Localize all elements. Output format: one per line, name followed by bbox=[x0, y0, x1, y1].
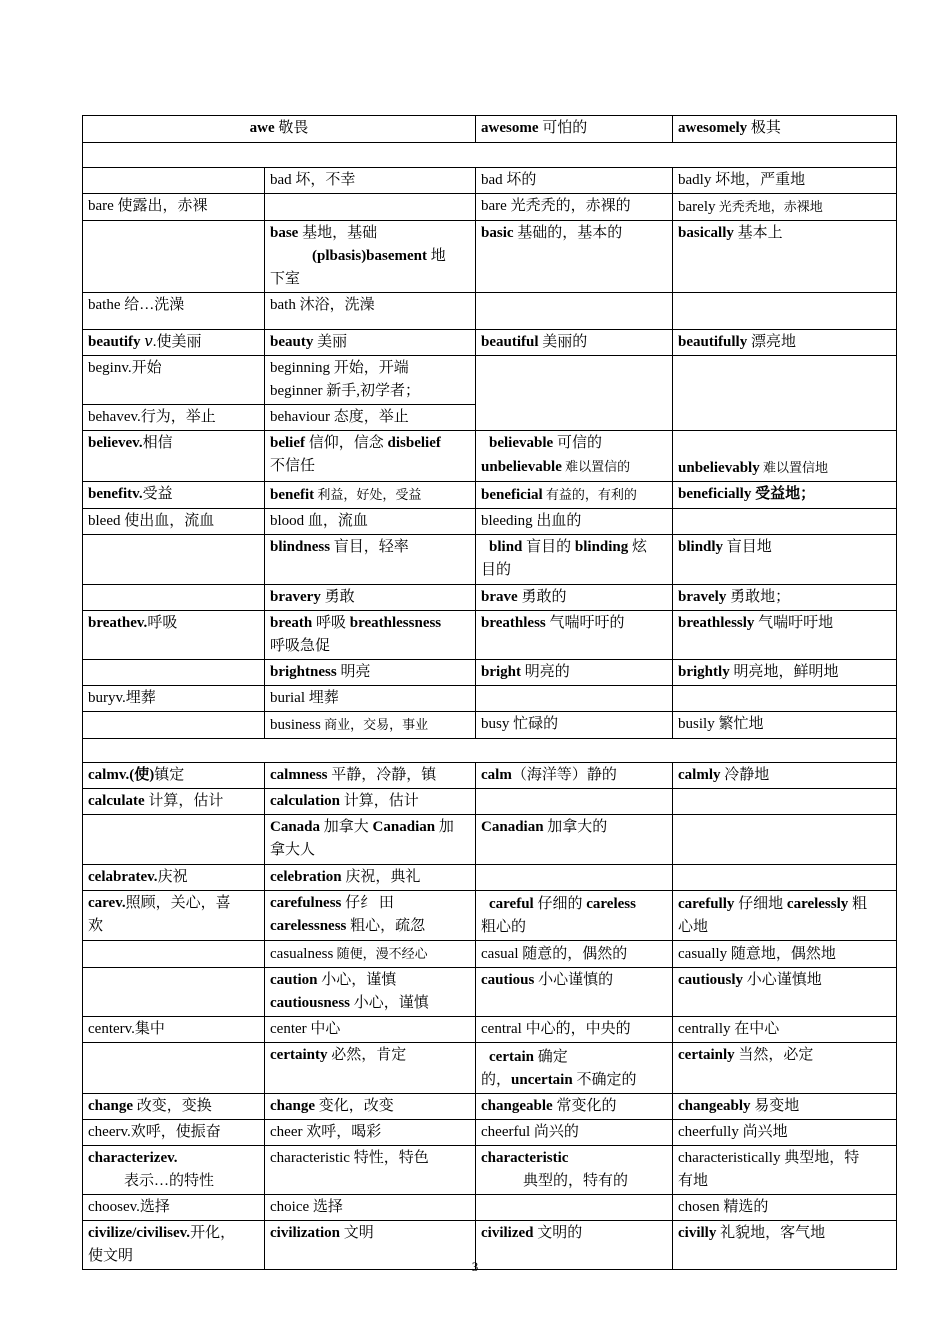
table-cell: beautify 𝑣.使美丽 bbox=[83, 330, 265, 356]
table-cell bbox=[673, 509, 897, 535]
table-cell: careful 仔细的 careless 粗心的 bbox=[476, 891, 673, 941]
table-cell: breathlessly 气喘吁吁地 bbox=[673, 611, 897, 660]
table-row bbox=[83, 763, 897, 789]
table-cell: beautifully 漂亮地 bbox=[673, 330, 897, 356]
vocabulary-table bbox=[82, 115, 897, 1270]
table-cell: buryv.埋葬 bbox=[83, 686, 265, 712]
table-cell: characteristic 特性，特色 bbox=[265, 1146, 476, 1195]
table-cell bbox=[265, 194, 476, 221]
table-row bbox=[83, 815, 897, 865]
table-cell: base 基地，基础 (plbasis)basement 地 下室 bbox=[265, 221, 476, 293]
table-cell: bare 光秃秃的，赤裸的 bbox=[476, 194, 673, 221]
table-cell: badly 坏地，严重地 bbox=[673, 168, 897, 194]
table-cell: casually 随意地，偶然地 bbox=[673, 941, 897, 968]
table-cell bbox=[83, 739, 897, 763]
table-cell: certainly 当然，必定 bbox=[673, 1043, 897, 1094]
table-row bbox=[83, 789, 897, 815]
table-cell: behaviour 态度，举止 bbox=[265, 405, 476, 431]
table-cell: barely 光秃秃地，赤裸地 bbox=[673, 194, 897, 221]
table-row bbox=[83, 712, 897, 739]
table-cell bbox=[476, 293, 673, 330]
table-cell: calculate 计算，估计 bbox=[83, 789, 265, 815]
table-cell: behavev.行为，举止 bbox=[83, 405, 265, 431]
table-cell: bad 坏，不幸 bbox=[265, 168, 476, 194]
table-cell: cautious 小心谨慎的 bbox=[476, 968, 673, 1017]
table-row bbox=[83, 482, 897, 509]
table-cell: change 变化，改变 bbox=[265, 1094, 476, 1120]
table-cell bbox=[83, 712, 265, 739]
table-cell bbox=[83, 535, 265, 585]
table-cell bbox=[83, 585, 265, 611]
table-cell bbox=[673, 865, 897, 891]
table-cell: beautiful 美丽的 bbox=[476, 330, 673, 356]
table-cell bbox=[83, 168, 265, 194]
table-cell: bravery 勇敢 bbox=[265, 585, 476, 611]
table-cell: awesome 可怕的 bbox=[476, 116, 673, 143]
table-cell: civilization 文明 bbox=[265, 1221, 476, 1270]
table-cell: basically 基本上 bbox=[673, 221, 897, 293]
table-cell: benefit 利益，好处，受益 bbox=[265, 482, 476, 509]
table-row bbox=[83, 941, 897, 968]
table-cell: chosen 精选的 bbox=[673, 1195, 897, 1221]
table-cell: brightly 明亮地，鲜明地 bbox=[673, 660, 897, 686]
table-cell: busily 繁忙地 bbox=[673, 712, 897, 739]
table-cell: bravely 勇敢地； bbox=[673, 585, 897, 611]
table-cell: civilly 礼貌地，客气地 bbox=[673, 1221, 897, 1270]
table-cell: central 中心的，中央的 bbox=[476, 1017, 673, 1043]
table-cell bbox=[673, 293, 897, 330]
table-cell: caution 小心，谨慎 cautiousness 小心，谨慎 bbox=[265, 968, 476, 1017]
page-number: 3 bbox=[471, 1259, 479, 1274]
table-cell: change 改变，变换 bbox=[83, 1094, 265, 1120]
table-cell: carefully 仔细地 carelessly 粗 心地 bbox=[673, 891, 897, 941]
table-cell: civilized 文明的 bbox=[476, 1221, 673, 1270]
table-cell: beneficial 有益的，有利的 bbox=[476, 482, 673, 509]
table-cell bbox=[673, 356, 897, 431]
table-cell: calm（海洋等）静的 bbox=[476, 763, 673, 789]
table-cell: business 商业，交易，事业 bbox=[265, 712, 476, 739]
table-cell: choice 选择 bbox=[265, 1195, 476, 1221]
table-cell: believable 可信的 unbelievable 难以置信的 bbox=[476, 431, 673, 482]
table-cell: cheerfully 尚兴地 bbox=[673, 1120, 897, 1146]
table-row bbox=[83, 535, 897, 585]
table-cell: carev.照顾，关心，喜 欢 bbox=[83, 891, 265, 941]
table-cell: centerv.集中 bbox=[83, 1017, 265, 1043]
table-cell: brave 勇敢的 bbox=[476, 585, 673, 611]
table-cell bbox=[83, 1043, 265, 1094]
table-cell: beauty 美丽 bbox=[265, 330, 476, 356]
table-row bbox=[83, 143, 897, 168]
table-cell: bleeding 出血的 bbox=[476, 509, 673, 535]
table-cell: changeable 常变化的 bbox=[476, 1094, 673, 1120]
table-cell: blood 血，流血 bbox=[265, 509, 476, 535]
table-cell bbox=[476, 686, 673, 712]
table-row bbox=[83, 1094, 897, 1120]
table-cell bbox=[83, 143, 897, 168]
table-cell: bleed 使出血，流血 bbox=[83, 509, 265, 535]
table-cell bbox=[476, 789, 673, 815]
table-cell: Canada 加拿大 Canadian 加 拿大人 bbox=[265, 815, 476, 865]
table-cell: certain 确定 的，uncertain 不确定的 bbox=[476, 1043, 673, 1094]
table-row bbox=[83, 509, 897, 535]
table-row bbox=[83, 221, 897, 293]
table-row bbox=[83, 1043, 897, 1094]
table-cell: beginv.开始 bbox=[83, 356, 265, 405]
table-cell: changeably 易变地 bbox=[673, 1094, 897, 1120]
table-row bbox=[83, 116, 897, 143]
table-cell bbox=[476, 1195, 673, 1221]
table-cell bbox=[673, 686, 897, 712]
table-cell: calmv.(使)镇定 bbox=[83, 763, 265, 789]
table-cell: awesomely 极其 bbox=[673, 116, 897, 143]
table-cell: blind 盲目的 blinding 炫 目的 bbox=[476, 535, 673, 585]
table-cell: cheerful 尚兴的 bbox=[476, 1120, 673, 1146]
table-cell: bath 沐浴，洗澡 bbox=[265, 293, 476, 330]
table-cell: bathe 给…洗澡 bbox=[83, 293, 265, 330]
table-cell: beneficially 受益地； bbox=[673, 482, 897, 509]
table-cell bbox=[83, 968, 265, 1017]
table-row bbox=[83, 194, 897, 221]
table-row bbox=[83, 968, 897, 1017]
table-row bbox=[83, 431, 897, 482]
table-cell: characteristically 典型地，特 有地 bbox=[673, 1146, 897, 1195]
table-cell: casual 随意的，偶然的 bbox=[476, 941, 673, 968]
table-cell: breathev.呼吸 bbox=[83, 611, 265, 660]
table-cell: carefulness 仔纟 田 carelessness 粗心，疏忽 bbox=[265, 891, 476, 941]
table-cell: bad 坏的 bbox=[476, 168, 673, 194]
table-cell: believev.相信 bbox=[83, 431, 265, 482]
table-cell: belief 信仰，信念 disbelief 不信任 bbox=[265, 431, 476, 482]
table-row bbox=[83, 330, 897, 356]
table-row bbox=[83, 293, 897, 330]
table-row bbox=[83, 739, 897, 763]
table-cell: center 中心 bbox=[265, 1017, 476, 1043]
table-cell: casualness 随便，漫不经心 bbox=[265, 941, 476, 968]
table-cell: certainty 必然，肯定 bbox=[265, 1043, 476, 1094]
table-cell: civilize/civilisev.开化， 使文明 bbox=[83, 1221, 265, 1270]
table-cell: characterizev. 表示…的特性 bbox=[83, 1146, 265, 1195]
table-cell: burial 埋葬 bbox=[265, 686, 476, 712]
table-cell: calmness 平静，冷静，镇 bbox=[265, 763, 476, 789]
table-cell: bare 使露出，赤裸 bbox=[83, 194, 265, 221]
table-cell: Canadian 加拿大的 bbox=[476, 815, 673, 865]
table-cell: awe 敬畏 bbox=[83, 116, 476, 143]
table-cell: calmly 冷静地 bbox=[673, 763, 897, 789]
table-cell: benefitv.受益 bbox=[83, 482, 265, 509]
table-cell: celabratev.庆祝 bbox=[83, 865, 265, 891]
table-cell: blindness 盲目，轻率 bbox=[265, 535, 476, 585]
table-cell: blindly 盲目地 bbox=[673, 535, 897, 585]
table-row bbox=[83, 1195, 897, 1221]
table-row bbox=[83, 1120, 897, 1146]
table-cell: centrally 在中心 bbox=[673, 1017, 897, 1043]
table-row bbox=[83, 585, 897, 611]
table-cell: basic 基础的，基本的 bbox=[476, 221, 673, 293]
table-row bbox=[83, 1017, 897, 1043]
table-row bbox=[83, 168, 897, 194]
table-cell bbox=[83, 941, 265, 968]
table-cell: beginning 开始，开端 beginner 新手,初学者； bbox=[265, 356, 476, 405]
table-cell bbox=[83, 660, 265, 686]
table-row bbox=[83, 891, 897, 941]
table-row bbox=[83, 611, 897, 660]
table-cell: cheer 欢呼，喝彩 bbox=[265, 1120, 476, 1146]
table-row bbox=[83, 660, 897, 686]
table-cell: choosev.选择 bbox=[83, 1195, 265, 1221]
table-cell: brightness 明亮 bbox=[265, 660, 476, 686]
table-cell: celebration 庆祝，典礼 bbox=[265, 865, 476, 891]
table-cell: cautiously 小心谨慎地 bbox=[673, 968, 897, 1017]
table-row bbox=[83, 1146, 897, 1195]
table-row bbox=[83, 686, 897, 712]
table-cell bbox=[476, 865, 673, 891]
table-row bbox=[83, 865, 897, 891]
table-cell bbox=[673, 789, 897, 815]
table-cell: calculation 计算，估计 bbox=[265, 789, 476, 815]
table-cell bbox=[83, 221, 265, 293]
table-cell: unbelievably 难以置信地 bbox=[673, 431, 897, 482]
table-cell: breath 呼吸 breathlessness 呼吸急促 bbox=[265, 611, 476, 660]
table-cell: characteristic 典型的，特有的 bbox=[476, 1146, 673, 1195]
table-cell: bright 明亮的 bbox=[476, 660, 673, 686]
table-row bbox=[83, 356, 897, 405]
table-cell: cheerv.欢呼，使振奋 bbox=[83, 1120, 265, 1146]
table-cell: busy 忙碌的 bbox=[476, 712, 673, 739]
table-cell bbox=[673, 815, 897, 865]
table-cell: breathless 气喘吁吁的 bbox=[476, 611, 673, 660]
table-cell bbox=[83, 815, 265, 865]
table-cell bbox=[476, 356, 673, 431]
